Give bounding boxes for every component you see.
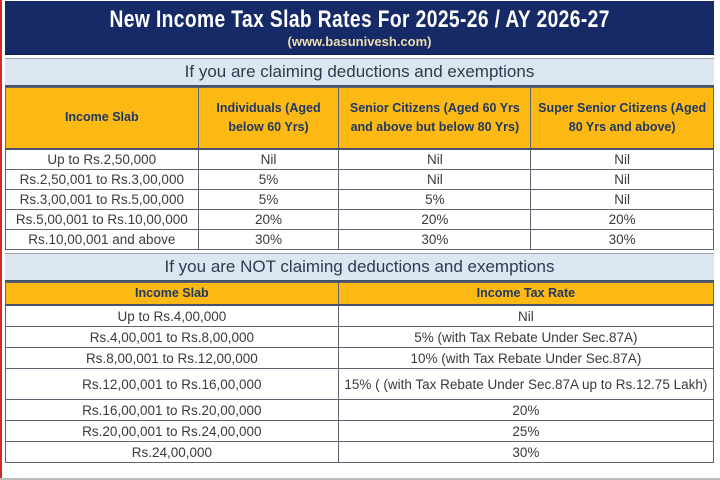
table-header-row [6,88,714,150]
cell: Nil [198,149,339,170]
table-row [6,305,714,327]
cell: 5% (with Tax Rebate Under Sec.87A) [338,327,713,348]
table-row [6,442,714,463]
cell: Rs.5,00,001 to Rs.10,00,000 [6,210,199,230]
cell: Rs.8,00,001 to Rs.12,00,000 [6,348,339,369]
page-title [5,1,714,34]
cell: Rs.16,00,001 to Rs.20,00,000 [6,400,339,421]
table-row [6,327,714,348]
cell: Rs.2,50,001 to Rs.3,00,000 [6,170,199,190]
column-header: Income Slab [6,88,199,150]
table-row [6,190,714,210]
column-header: Income Slab [6,283,339,306]
cell: Nil [531,149,714,170]
cell: 20% [339,210,531,230]
table-row [6,230,714,250]
cell: Up to Rs.4,00,000 [6,305,339,327]
page-title-text: New Income Tax Slab Rates For 2025-26 / AY 2026-27 [109,6,610,33]
table-row [6,210,714,230]
table-row [6,348,714,369]
table-row [6,421,714,442]
cell: 30% [531,230,714,250]
column-header: Super Senior Citizens (Aged 80 Yrs and above) [531,88,714,150]
cell: 20% [198,210,339,230]
cell: Nil [531,170,714,190]
cell: Rs.4,00,001 to Rs.8,00,000 [6,327,339,348]
cell: 25% [338,421,713,442]
cell: Rs.10,00,001 and above [6,230,199,250]
cell: 5% [198,190,339,210]
table-row [6,149,714,170]
cell: Nil [339,170,531,190]
section-header-claiming-deductions: If you are claiming deductions and exemptions [5,58,714,87]
cell: Nil [531,190,714,210]
cell: 20% [531,210,714,230]
cell: Nil [338,305,713,327]
left-red-accent-line [0,0,2,480]
cell: 30% [339,230,531,250]
cell: Rs.24,00,000 [6,442,339,463]
column-header: Senior Citizens (Aged 60 Yrs and above but below 80 Yrs) [339,88,531,150]
column-header: Individuals (Aged below 60 Yrs) [198,88,339,150]
table-row [6,170,714,190]
no-deductions-tax-table [5,282,714,463]
cell: Rs.12,00,001 to Rs.16,00,000 [6,369,339,400]
table-header-row [6,283,714,306]
cell: Rs.20,00,001 to Rs.24,00,000 [6,421,339,442]
cell: 10% (with Tax Rebate Under Sec.87A) [338,348,713,369]
cell: 15% ( (with Tax Rebate Under Sec.87A up to Rs.12.75 Lakh) [338,369,713,400]
cell: Up to Rs.2,50,000 [6,149,199,170]
cell: 5% [198,170,339,190]
table-row [6,369,714,400]
table-row [6,400,714,421]
cell: Rs.3,00,001 to Rs.5,00,000 [6,190,199,210]
tax-slab-infographic [5,1,714,463]
cell: Nil [339,149,531,170]
section-header-not-claiming-deductions: If you are NOT claiming deductions and exemptions [5,253,714,282]
cell: 5% [339,190,531,210]
deductions-tax-table [5,87,714,250]
column-header: Income Tax Rate [338,283,713,306]
cell: 20% [338,400,713,421]
website-url-text: (www.basunivesh.com) [287,34,432,49]
cell: 30% [198,230,339,250]
title-banner [5,1,714,55]
cell: 30% [338,442,713,463]
